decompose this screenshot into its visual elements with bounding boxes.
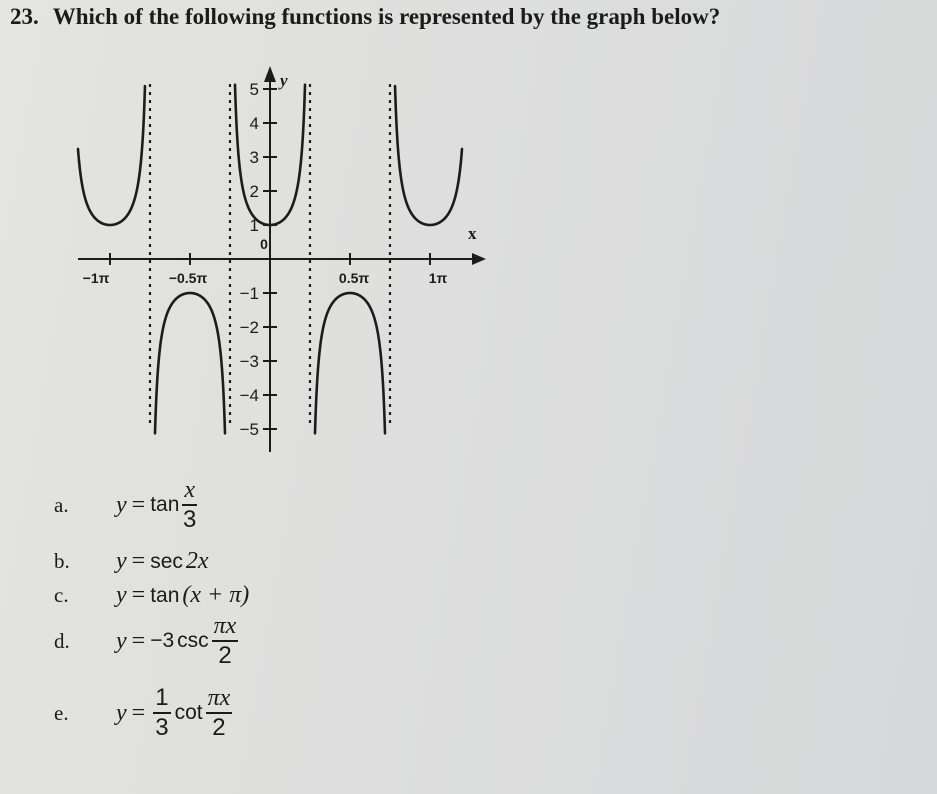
choice-d-fraction: $\frac{\pi x}{2}$ — [213, 613, 237, 669]
x-tick-label-4: 1π — [428, 270, 448, 286]
choice-b-letter: b. — [54, 549, 70, 573]
y-tick-label-6: −2 — [239, 318, 259, 337]
choice-e-formula: y = $\frac{1}{3}$ cot $\frac{\pi x}{2}$ — [116, 684, 231, 741]
y-tick-label-0: 5 — [249, 80, 259, 99]
choice-d[interactable] — [54, 614, 238, 668]
x-tick-label-3: 0.5π — [338, 270, 370, 286]
question-prompt: Which of the following functions is represented by the graph below? — [52, 4, 721, 29]
function-graph — [70, 60, 490, 452]
choice-c-letter: c. — [54, 583, 69, 607]
curve-branch-1 — [155, 293, 225, 433]
x-tick-label-1: −0.5π — [168, 270, 208, 286]
y-tick-label-5: −1 — [239, 284, 259, 303]
choice-e-letter: e. — [54, 700, 69, 725]
y-tick-label-3: 2 — [249, 182, 259, 201]
choice-c[interactable] — [54, 582, 249, 609]
y-axis-label: y — [280, 71, 288, 90]
y-tick-label-4: 1 — [249, 216, 259, 235]
y-tick-label-1: 4 — [249, 114, 259, 133]
choice-a-fraction: $\frac{x}{3}$ — [183, 477, 197, 533]
choice-c-formula: y = tan (x + π) — [116, 582, 250, 608]
y-tick-label-2: 3 — [249, 148, 259, 167]
choice-b-formula: y = sec 2x — [116, 548, 209, 574]
choice-b[interactable] — [54, 548, 209, 575]
curve-branch-0 — [78, 86, 145, 225]
y-axis-arrow — [264, 66, 276, 82]
curve-branch-4 — [395, 86, 462, 225]
x-tick-label-0: −1π — [82, 270, 110, 286]
y-tick-label-9: −5 — [239, 420, 259, 439]
y-tick-label-7: −3 — [239, 352, 259, 371]
choice-e-coefficient: $\frac{1}{3}$ — [155, 684, 169, 741]
choice-e-fraction: $\frac{\pi x}{2}$ — [207, 685, 231, 741]
choice-d-formula: y = −3 csc $\frac{\pi x}{2}$ — [116, 613, 237, 669]
x-axis-arrow — [472, 253, 486, 265]
question-number: 23. — [10, 4, 39, 29]
choice-a-letter: a. — [54, 492, 69, 517]
question-text — [10, 4, 720, 30]
x-axis-label: x — [468, 224, 477, 243]
curve-branch-3 — [315, 293, 385, 433]
choice-a[interactable] — [54, 478, 197, 532]
choice-e[interactable] — [54, 686, 232, 740]
x-tick-label-2: 0 — [260, 236, 268, 252]
y-tick-label-8: −4 — [239, 386, 259, 405]
choice-d-letter: d. — [54, 628, 70, 653]
choice-a-formula: y = tan $\frac{x}{3}$ — [116, 477, 197, 533]
